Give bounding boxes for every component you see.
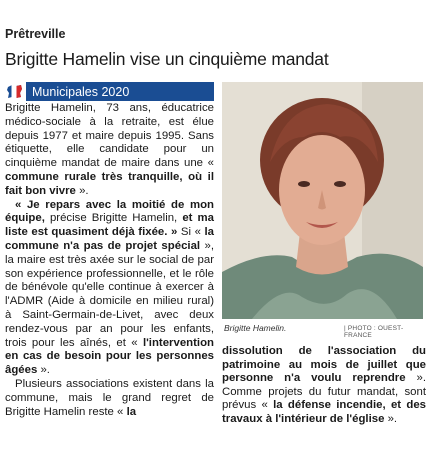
- body-text: Si «: [177, 226, 205, 239]
- article-kicker: Prêtreville: [5, 27, 66, 41]
- body-text: Plusieurs associations existent dans la commune, mais le grand regret de Brigitte Hamelin reste «: [5, 377, 214, 418]
- body-text: Brigitte Hamelin, 73 ans, éducatrice médico-sociale à la retraite, est élue depuis 1977 et maire depuis 1995. Sans étiquette, elle candidate pour un cinquième mandat de maire dans une «: [5, 102, 214, 170]
- photo-caption: Brigitte Hamelin.: [224, 323, 287, 333]
- body-text: ».: [37, 364, 50, 377]
- bold-quote-text: et ma liste est quasiment déjà fixée. »: [5, 212, 214, 239]
- body-left-column: [5, 102, 214, 419]
- paragraph: [5, 199, 214, 378]
- body-text: », la maire est très axée sur le social de par son expérience professionnelle, et le rôle de bénévole qu'elle continue à exercer à l'ADMR (Aide à domicile en milieu rural) à Saint-Germain-de-Livet, avec deux rendez-vous par an pour les enfants, trois pour les aînés, et «: [5, 239, 214, 349]
- bold-quote-text: l'intervention en cas de besoin pour les personnes âgées: [5, 336, 214, 377]
- photo-credit: | PHOTO : OUEST-FRANCE: [344, 325, 404, 339]
- article-headline: Brigitte Hamelin vise un cinquième mandat: [5, 49, 329, 69]
- bold-quote-text: la commune n'a pas de projet spécial: [5, 226, 214, 252]
- bold-quote-text: la défense incendie, et des travaux à l'intérieur de l'église: [222, 399, 426, 425]
- paragraph: [5, 102, 214, 199]
- body-text: ». Comme projets du futur mandat, sont prévus «: [222, 372, 426, 412]
- paragraph: [222, 345, 426, 427]
- bold-quote-text: dissolution de l'association du patrimoine au mois de juillet que personne n'a voulu reprendre: [222, 345, 426, 385]
- section-label: Municipales 2020: [32, 84, 130, 99]
- bold-quote-text: la: [126, 405, 137, 418]
- body-text: ».: [384, 412, 398, 425]
- body-right-column: [222, 345, 426, 427]
- bold-quote-text: commune rurale très tranquille, où il fait bon vivre: [5, 170, 214, 197]
- portrait-photo: [222, 82, 423, 319]
- body-text: précise Brigitte Hamelin,: [49, 212, 183, 225]
- tricolor-flag-icon: [4, 82, 26, 101]
- bold-quote-text: « Je repars avec la moitié de mon équipe,: [5, 198, 214, 225]
- section-tag: [4, 82, 214, 101]
- paragraph: [5, 378, 214, 419]
- body-text: ».: [75, 184, 89, 197]
